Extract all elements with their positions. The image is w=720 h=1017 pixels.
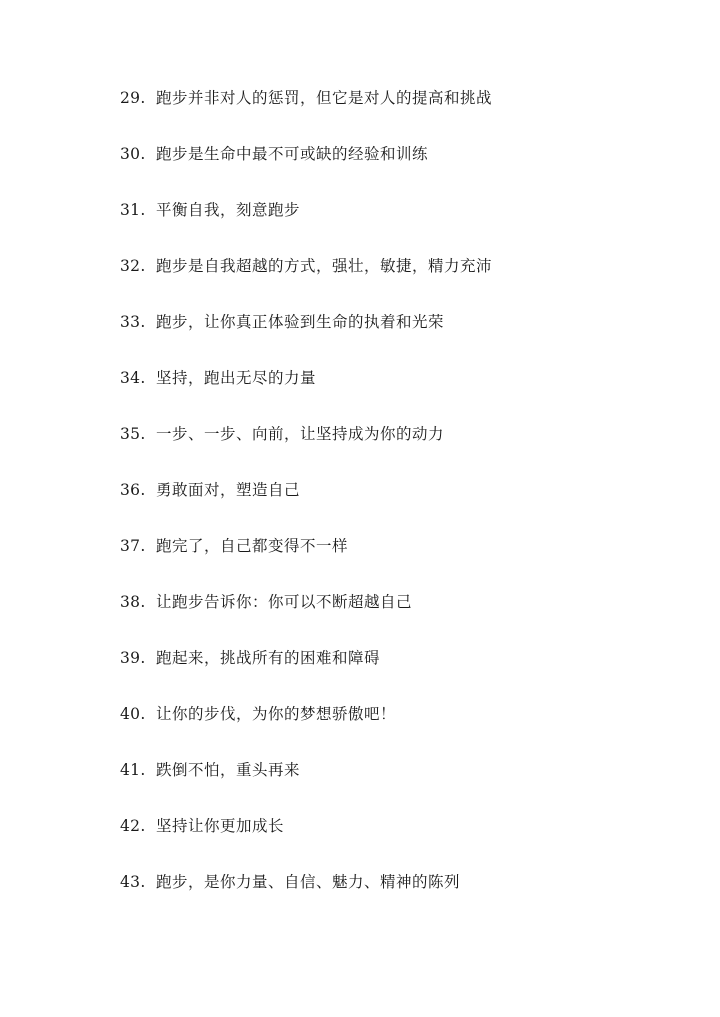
list-item bbox=[120, 252, 492, 308]
item-text: 让跑步告诉你：你可以不断超越自己 bbox=[156, 593, 413, 611]
item-number: 31. bbox=[120, 201, 146, 219]
list-item bbox=[120, 532, 492, 588]
item-number: 41. bbox=[120, 761, 146, 779]
list-item bbox=[120, 84, 492, 140]
item-text: 跑步是生命中最不可或缺的经验和训练 bbox=[156, 145, 429, 163]
item-number: 39. bbox=[120, 649, 146, 667]
item-text: 跑完了，自己都变得不一样 bbox=[156, 537, 349, 555]
list-item bbox=[120, 700, 492, 756]
list-item bbox=[120, 868, 492, 924]
list-item bbox=[120, 308, 492, 364]
item-text: 平衡自我，刻意跑步 bbox=[156, 201, 301, 219]
item-text: 跑步是自我超越的方式，强壮，敏捷，精力充沛 bbox=[156, 257, 493, 275]
list-item bbox=[120, 476, 492, 532]
list-item bbox=[120, 644, 492, 700]
item-number: 38. bbox=[120, 593, 146, 611]
item-text: 勇敢面对，塑造自己 bbox=[156, 481, 301, 499]
item-number: 35. bbox=[120, 425, 146, 443]
item-text: 一步、一步、向前，让坚持成为你的动力 bbox=[156, 425, 445, 443]
list-item bbox=[120, 420, 492, 476]
list-item bbox=[120, 812, 492, 868]
item-text: 让你的步伐，为你的梦想骄傲吧！ bbox=[156, 705, 397, 723]
item-number: 33. bbox=[120, 313, 146, 331]
item-number: 42. bbox=[120, 817, 146, 835]
item-number: 36. bbox=[120, 481, 146, 499]
item-number: 30. bbox=[120, 145, 146, 163]
item-number: 40. bbox=[120, 705, 146, 723]
item-number: 29. bbox=[120, 89, 146, 107]
item-number: 43. bbox=[120, 873, 146, 891]
list-item bbox=[120, 588, 492, 644]
slogan-list bbox=[120, 84, 492, 924]
item-text: 跑步，让你真正体验到生命的执着和光荣 bbox=[156, 313, 445, 331]
item-text: 跑起来，挑战所有的困难和障碍 bbox=[156, 649, 381, 667]
item-text: 跌倒不怕，重头再来 bbox=[156, 761, 301, 779]
list-item bbox=[120, 196, 492, 252]
item-text: 坚持让你更加成长 bbox=[156, 817, 285, 835]
item-text: 跑步，是你力量、自信、魅力、精神的陈列 bbox=[156, 873, 461, 891]
list-item bbox=[120, 364, 492, 420]
list-item bbox=[120, 756, 492, 812]
item-number: 37. bbox=[120, 537, 146, 555]
item-text: 坚持，跑出无尽的力量 bbox=[156, 369, 317, 387]
item-number: 32. bbox=[120, 257, 146, 275]
item-number: 34. bbox=[120, 369, 146, 387]
item-text: 跑步并非对人的惩罚，但它是对人的提高和挑战 bbox=[156, 89, 493, 107]
list-item bbox=[120, 140, 492, 196]
